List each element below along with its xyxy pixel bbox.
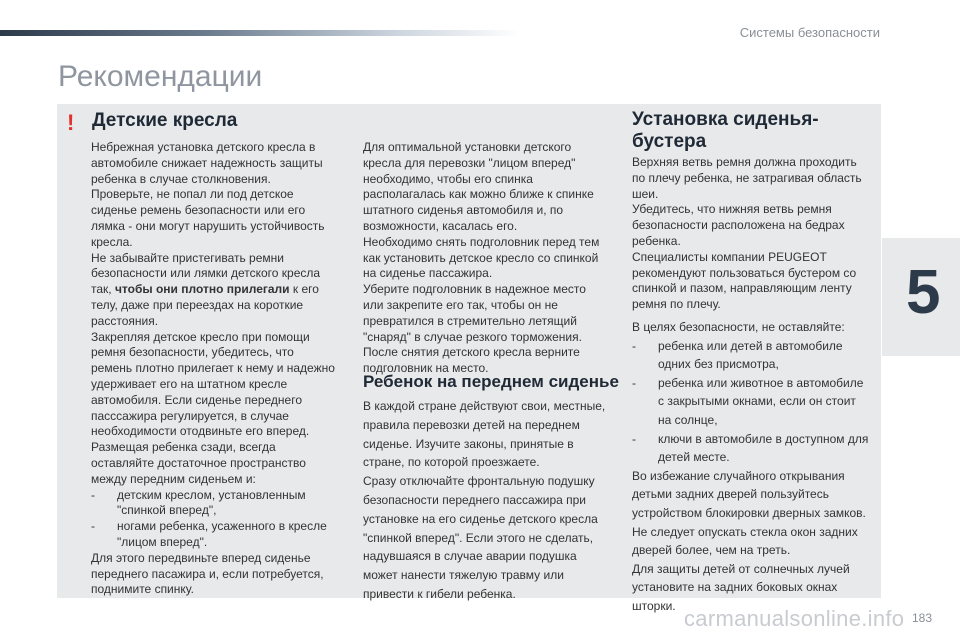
bullet-dash: - [632,338,636,353]
child-seats-heading: Детские кресла [92,110,238,131]
paragraph: Верхняя ветвь ремня должна проходить по плечу ребенка, не затрагивая область шеи. [632,155,862,201]
paragraph: После снятия детского кресла верните подголовник на место. [363,345,580,376]
booster-text [632,155,867,313]
list-item [632,430,872,467]
list-item-text: ключи в автомобиле в доступном для детей месте. [658,431,869,465]
paragraph: Уберите подголовник в надежное место или закрепите его так, чтобы он не превратился в стремительно летящий "снаряд" в случае резкого торможения. [363,282,586,344]
paragraph: Сразу отключайте фронтальную подушку безопасности переднего пассажира при установке на его сиденье детского кресла "спинкой вперед". Если этого не сделать, надувшаяся в случае аварии подушка может нанести тяжелую травму или привести к гибели ребенка. [363,474,598,601]
bullet-dash: - [91,487,95,502]
list-item-text: ребенка или животное в автомобиле с закрытыми окнами, если он стоит на солнце, [658,375,864,427]
list-item-text: ребенка или детей в автомобиле одних без присмотра, [658,338,843,372]
list-item-text: ногами ребенка, усаженного в кресле "лицом вперед". [117,519,327,549]
bullet-dash: - [91,519,95,534]
bullet-dash: - [632,375,636,390]
watermark: carmanualsonline.info [684,606,905,631]
paragraph: Специалисты компании PEUGEOT рекомендуют пользоваться бустером со спинкой и пазом, направляющим ленту ремня по плечу. [632,249,857,312]
paragraph: Необходимо снять подголовник перед тем как установить детское кресло со спинкой на сиденье пассажира. [363,234,600,281]
list-item-text: детским креслом, установленным "спинкой вперед", [117,487,306,518]
section-title: Системы безопасности [739,25,880,40]
safety-text [632,318,872,616]
list-item [632,374,872,430]
paragraph: Убедитесь, что нижняя ветвь ремня безопасности расположена на бедрах ребенка. [632,202,845,248]
paragraph: Закрепляя детское кресло при помощи ремня безопасности, убедитесь, что ремень плотно прилегает к нему и надежно удерживает его на штатном кресле автомобиля. Если сиденье переднего пасссажира регулируется, в случае необходимости отодвиньте его вперед. [91,329,335,439]
text-span: к его телу, даже при переездах на короткие расстояния. [91,282,319,328]
paragraph: В каждой стране действуют свои, местные, правила перевозки детей на переднем сиденье. Изучите законы, принятые в стране, по которой проезжаете. [363,399,606,470]
paragraph: Не следует опускать стекла окон задних дверей более, чем на треть. [632,524,858,558]
child-seats-column-1 [91,140,336,598]
page-title: Рекомендации [58,60,263,93]
bold-text: чтобы они плотно прилегали [114,282,290,297]
paragraph: В целях безопасности, не оставляйте: [632,320,845,334]
front-seat-heading: Ребенок на переднем сиденье [363,372,619,391]
paragraph: Размещая ребенка сзади, всегда оставляйте достаточное пространство между передним сиденьем и: [91,440,306,486]
text-span: Не забывайте пристегивать ремни безопасности или лямки детского кресла так, [91,250,321,297]
child-seats-column-2 [363,140,608,377]
warning-icon: ! [67,110,75,135]
front-seat-text [363,397,608,604]
paragraph: Для защиты детей от солнечных лучей установите на задних боковых окнах шторки. [632,561,850,613]
bullet-dash: - [632,431,636,446]
paragraph: Небрежная установка детского кресла в автомобиле снижает надежность защиты ребенка в случае столкновения. [91,140,323,186]
page-number: 183 [911,611,932,625]
chapter-number: 5 [906,258,941,327]
list-item [91,519,336,551]
header-gradient-bar [0,30,520,36]
paragraph: Для этого передвиньте вперед сиденье переднего пасажира и, если потребуется, поднимите спинку. [91,550,324,597]
list-item [91,488,336,520]
booster-heading: Установка сиденья-бустера [632,109,819,152]
paragraph [91,251,336,330]
paragraph: Проверьте, не попал ли под детское сиденье ремень безопасности или его лямка - они могут нарушить устойчивость кресла. [91,187,325,249]
paragraph: Для оптимальной установки детского кресла для перевозки "лицом вперед" необходимо, чтобы его спинка располагалась как можно ближе к спинке штатного сиденья автомобиля и, по возможности, касалась его. [363,140,594,233]
paragraph: Во избежание случайного открывания детьми задних дверей пользуйтесь устройством блокировки дверных замков. [632,468,866,520]
list-item [632,337,872,374]
